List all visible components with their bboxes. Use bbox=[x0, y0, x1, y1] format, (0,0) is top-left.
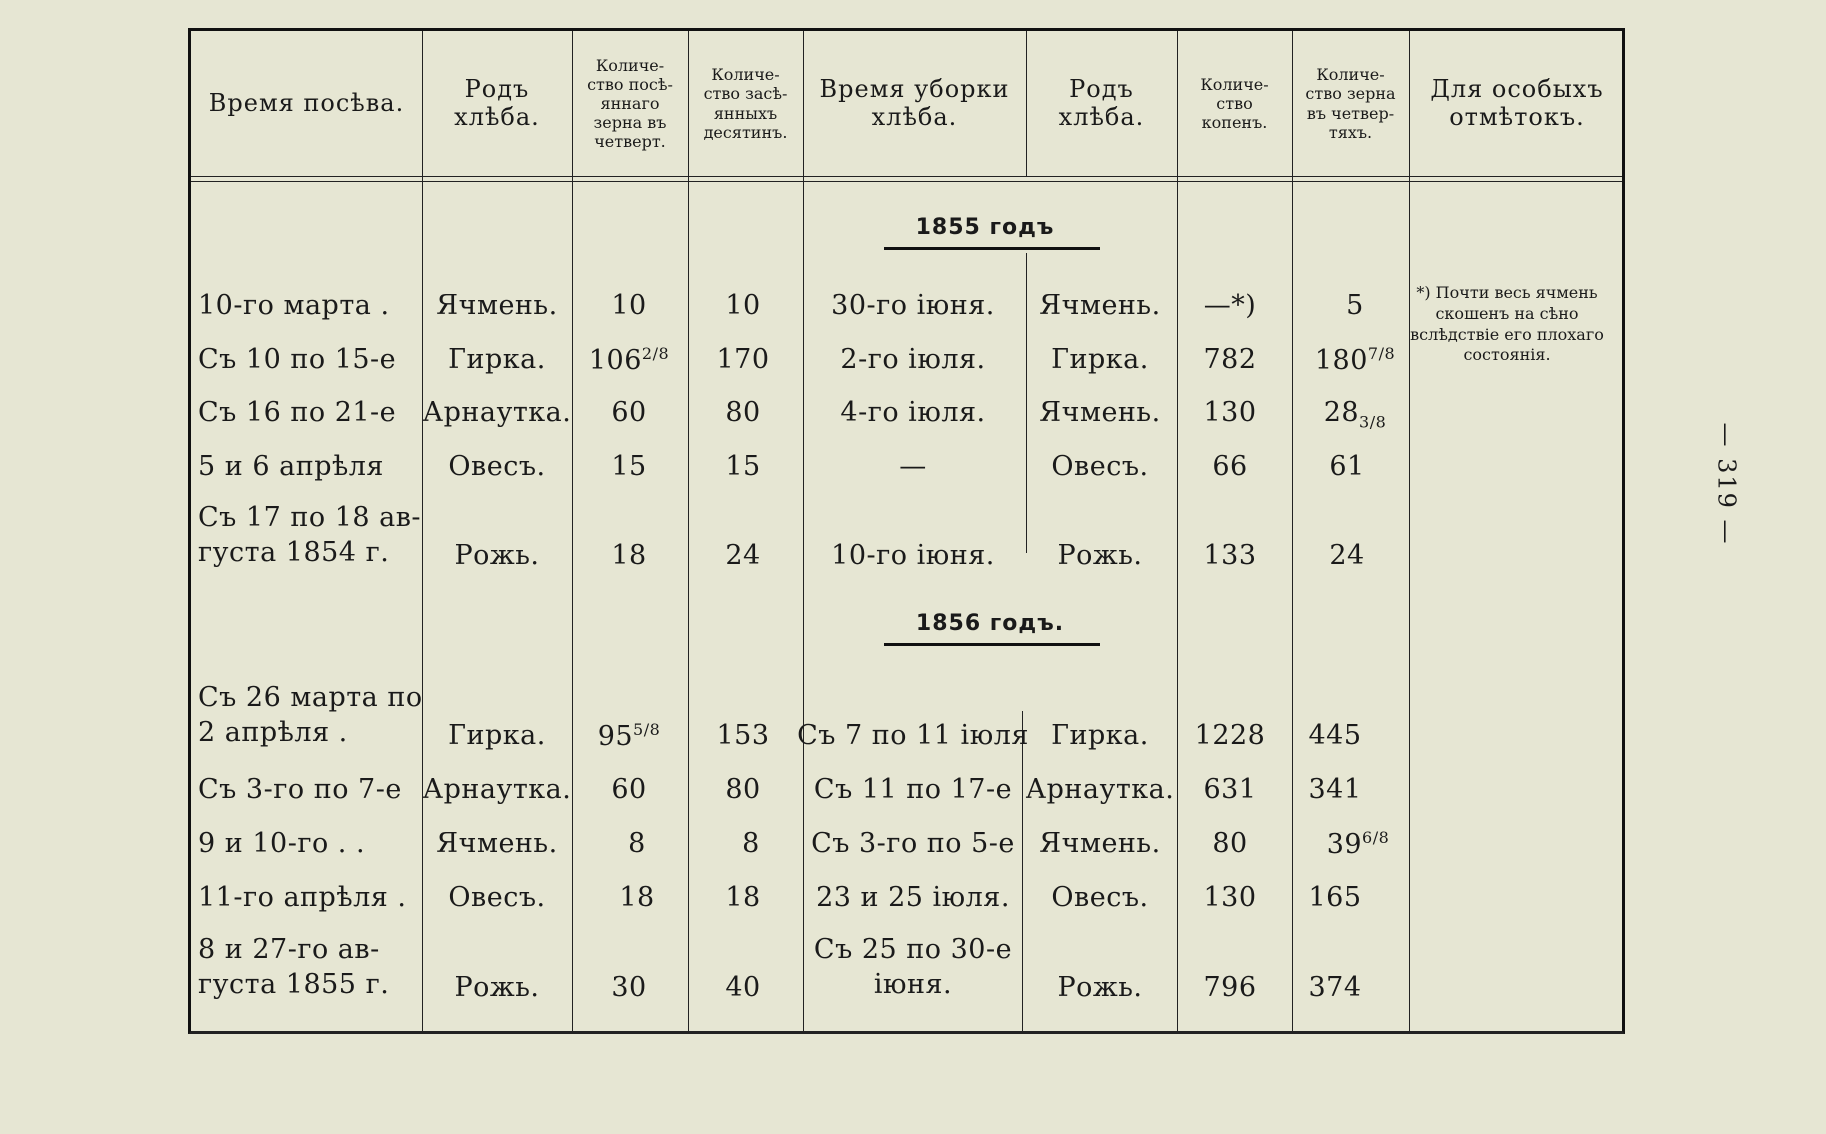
harvest-time-cell: 4-го іюля. bbox=[840, 397, 986, 428]
sowing-time-cell: 8 и 27-го ав- густа 1855 г. bbox=[198, 934, 390, 1001]
sheaf-cell: 796 bbox=[1203, 972, 1257, 1003]
header-rule bbox=[191, 181, 1622, 182]
desyatin-cell: 170 bbox=[716, 344, 770, 375]
desyatin-cell: 40 bbox=[725, 972, 761, 1003]
sheaf-cell: 66 bbox=[1212, 451, 1248, 482]
grain-kind-2-cell: Овесъ. bbox=[1051, 451, 1149, 482]
grain-fraction: 3/8 bbox=[1359, 412, 1387, 432]
grain-whole: 28 bbox=[1323, 397, 1360, 428]
grain-cell bbox=[1324, 397, 1387, 431]
desyatin-cell: 80 bbox=[725, 397, 761, 428]
harvest-time-cell: Съ 25 по 30-е іюня. bbox=[813, 934, 1013, 1001]
header-seed-quantity: Количе- ство посѣ- яннаго зерна въ четверт. bbox=[587, 55, 673, 152]
grain-kind-2-cell: Гирка. bbox=[1051, 344, 1149, 375]
grain-kind-2-cell: Овесъ. bbox=[1051, 882, 1149, 913]
desyatin-cell: 153 bbox=[716, 720, 770, 751]
grain-cell bbox=[1315, 344, 1395, 376]
grain-cell: 445 bbox=[1308, 720, 1362, 751]
header-grain-chetvert: Количе- ство зерна въ четвер- тяхъ. bbox=[1305, 65, 1396, 142]
sheaf-cell: 80 bbox=[1212, 828, 1248, 859]
header-desyatin-quantity: Количе- ство засѣ- янныхъ десятинъ. bbox=[703, 65, 788, 142]
grain-kind-2-cell: Арнаутка. bbox=[1025, 774, 1175, 805]
seed-cell: 60 bbox=[611, 397, 647, 428]
grain-fraction: 6/8 bbox=[1362, 828, 1390, 847]
grain-cell: 24 bbox=[1329, 540, 1365, 571]
year-rule bbox=[884, 643, 1100, 646]
grain-kind-cell: Гирка. bbox=[448, 344, 546, 375]
sheaf-cell: 130 bbox=[1203, 397, 1257, 428]
seed-cell: 18 bbox=[619, 882, 655, 913]
grain-kind-2-cell: Гирка. bbox=[1051, 720, 1149, 751]
page-number: — 319 — bbox=[1712, 422, 1741, 546]
desyatin-cell: 80 bbox=[725, 774, 761, 805]
header-sowing-time: Время посѣва. bbox=[208, 88, 405, 117]
seed-cell: 10 bbox=[611, 290, 647, 321]
seed-whole: 106 bbox=[588, 345, 642, 376]
header-grain-kind-2: Родъ хлѣба. bbox=[1058, 74, 1145, 131]
sheaf-cell: 1228 bbox=[1194, 720, 1266, 751]
year-heading-1855: 1855 годъ bbox=[915, 215, 1055, 240]
desyatin-cell: 8 bbox=[742, 828, 760, 859]
seed-fraction: 2/8 bbox=[641, 344, 670, 363]
grain-kind-2-cell: Ячмень. bbox=[1039, 290, 1161, 321]
seed-cell: 30 bbox=[611, 972, 647, 1003]
seed-cell: 15 bbox=[611, 451, 647, 482]
grain-cell: 374 bbox=[1308, 972, 1362, 1003]
seed-whole: 95 bbox=[597, 721, 634, 752]
harvest-time-cell: Съ 11 по 17-е bbox=[813, 774, 1013, 805]
grain-cell: 61 bbox=[1329, 451, 1365, 482]
grain-kind-cell: Рожь. bbox=[454, 540, 540, 571]
column-divider bbox=[1022, 711, 1023, 1031]
seed-cell bbox=[598, 720, 661, 752]
sowing-time-cell: Съ 3-го по 7-е bbox=[198, 774, 402, 805]
grain-kind-2-cell: Ячмень. bbox=[1039, 828, 1161, 859]
harvest-time-cell: — bbox=[899, 451, 927, 482]
grain-kind-cell: Арнаутка. bbox=[422, 774, 572, 805]
header-notes: Для особыхъ отмѣтокъ. bbox=[1430, 74, 1604, 131]
grain-whole: 180 bbox=[1314, 345, 1368, 376]
harvest-time-cell: 2-го іюля. bbox=[840, 344, 986, 375]
seed-cell: 18 bbox=[611, 540, 647, 571]
year-heading-1856: 1856 годъ. bbox=[915, 611, 1065, 636]
sheaf-cell: 631 bbox=[1203, 774, 1257, 805]
sowing-time-cell: 9 и 10-го . . bbox=[198, 828, 366, 859]
grain-kind-cell: Ячмень. bbox=[436, 828, 558, 859]
sheaf-cell: —*) bbox=[1203, 290, 1257, 321]
grain-kind-cell: Овесъ. bbox=[448, 451, 546, 482]
sowing-time-cell: 11-го апрѣля . bbox=[198, 882, 407, 913]
sheaf-cell: 782 bbox=[1203, 344, 1257, 375]
grain-kind-2-cell: Ячмень. bbox=[1039, 397, 1161, 428]
harvest-time-cell: Съ 7 по 11 іюля bbox=[797, 720, 1029, 751]
grain-kind-cell: Овесъ. bbox=[448, 882, 546, 913]
seed-fraction: 5/8 bbox=[633, 720, 661, 739]
grain-whole: 39 bbox=[1326, 829, 1363, 860]
header-harvest-time: Время уборки хлѣба. bbox=[819, 74, 1010, 131]
grain-cell bbox=[1327, 828, 1390, 860]
seed-cell: 8 bbox=[628, 828, 646, 859]
grain-cell: 341 bbox=[1308, 774, 1362, 805]
harvest-time-cell: 23 и 25 іюля. bbox=[816, 882, 1010, 913]
grain-kind-cell: Гирка. bbox=[448, 720, 546, 751]
seed-cell: 60 bbox=[611, 774, 647, 805]
desyatin-cell: 10 bbox=[725, 290, 761, 321]
sowing-time-cell: Съ 10 по 15-е bbox=[198, 344, 397, 375]
grain-fraction: 7/8 bbox=[1367, 344, 1396, 363]
sheaf-cell: 130 bbox=[1203, 882, 1257, 913]
sowing-time-cell: Съ 26 марта по 2 апрѣля . bbox=[198, 682, 423, 749]
header-sheaf-quantity: Количе- ство копенъ. bbox=[1200, 74, 1269, 133]
year-rule bbox=[884, 247, 1100, 250]
harvest-time-cell: 10-го іюня. bbox=[831, 540, 995, 571]
grain-kind-2-cell: Рожь. bbox=[1057, 540, 1143, 571]
desyatin-cell: 15 bbox=[725, 451, 761, 482]
grain-cell: 5 bbox=[1346, 290, 1364, 321]
desyatin-cell: 24 bbox=[725, 540, 761, 571]
footnote: *) Почти весь ячмень скошенъ на сѣно вслѣдствіе его плохаго состоянія. bbox=[1410, 283, 1604, 365]
grain-kind-2-cell: Рожь. bbox=[1057, 972, 1143, 1003]
grain-kind-cell: Ячмень. bbox=[436, 290, 558, 321]
harvest-time-cell: Съ 3-го по 5-е bbox=[811, 828, 1015, 859]
grain-kind-cell: Арнаутка. bbox=[422, 397, 572, 428]
grain-kind-cell: Рожь. bbox=[454, 972, 540, 1003]
grain-cell: 165 bbox=[1308, 882, 1362, 913]
header-rule bbox=[191, 176, 1622, 177]
sheaf-cell: 133 bbox=[1203, 540, 1257, 571]
sowing-time-cell: Съ 17 по 18 ав- густа 1854 г. bbox=[198, 502, 422, 569]
harvest-time-cell: 30-го іюня. bbox=[831, 290, 995, 321]
seed-cell bbox=[589, 344, 669, 376]
sowing-time-cell: Съ 16 по 21-е bbox=[198, 397, 397, 428]
column-divider bbox=[1026, 253, 1027, 553]
header-grain-kind: Родъ хлѣба. bbox=[454, 74, 540, 131]
desyatin-cell: 18 bbox=[725, 882, 761, 913]
sowing-time-cell: 5 и 6 апрѣля bbox=[198, 451, 384, 482]
sowing-time-cell: 10-го марта . bbox=[198, 290, 390, 321]
